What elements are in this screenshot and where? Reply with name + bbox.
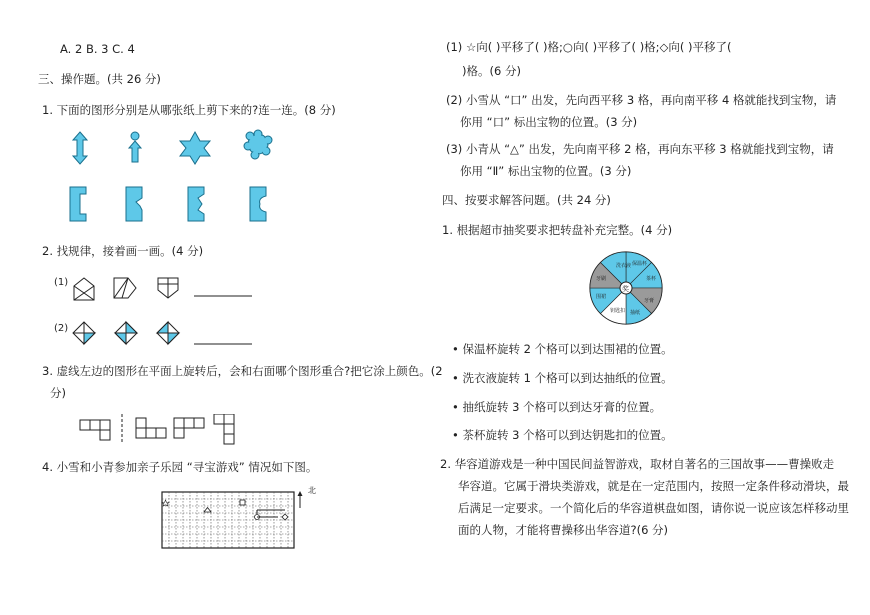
paper-piece-3	[188, 187, 204, 221]
paper-piece-4	[250, 187, 266, 221]
question-3-text-line2: 分)	[50, 386, 66, 400]
q3-option-1[interactable]	[136, 418, 166, 438]
section4-title: 四、按要求解答问题。(共 24 分)	[442, 193, 611, 207]
section3-title: 三、操作题。(共 26 分)	[38, 72, 161, 86]
q2-row2-patterns	[70, 320, 260, 350]
question-4-text: 4. 小雪和小青参加亲子乐园 “寻宝游戏” 情况如下图。	[42, 460, 318, 474]
pattern-diamond-1	[73, 322, 95, 344]
part1-line1: (1) ☆向( )平移了( )格;○向( )平移了( )格;◇向( )平移了(	[446, 40, 732, 54]
part3-line1: (3) 小青从 “△” 出发，先向南平移 2 格，再向东平移 3 格就能找到宝物，请	[446, 142, 834, 156]
q3-option-2[interactable]	[174, 418, 204, 438]
wheel-label-6: 钥匙扣	[610, 308, 626, 314]
q2-paragraph-line2: 华容道。它属于滑块类游戏，就是在一定范围内，按照一定条件移动滑块，最	[458, 479, 849, 493]
q2-row2-label: (2)	[54, 323, 69, 334]
part2-line1: (2) 小雪从 “口” 出发，先向西平移 3 格，再向南平移 4 格就能找到宝物，请	[446, 93, 837, 107]
pattern-pentagon-3	[158, 278, 178, 298]
pattern-pentagon-2	[114, 278, 136, 298]
question-2-text: 2. 找规律，接着画一画。(4 分)	[42, 244, 204, 258]
question-1-text: 1. 下面的图形分别是从哪张纸上剪下来的?连一连。(8 分)	[42, 103, 336, 117]
q2-row1-patterns	[70, 276, 260, 306]
part1-line2: )格。(6 分)	[462, 64, 521, 78]
q2-paragraph-line4: 面的人物，才能将曹操移出华容道?(6 分)	[458, 523, 669, 537]
wheel-label-1: 洗衣液	[616, 263, 632, 269]
bullet-1: • 保温杯旋转 2 个格可以到达围裙的位置。	[452, 342, 673, 356]
treasure-grid	[158, 488, 308, 550]
wheel-label-8: 牙刷	[596, 276, 607, 282]
wheel-label-5: 抽纸	[630, 310, 641, 316]
north-arrow-icon	[298, 491, 303, 508]
hexagram-star-shape	[180, 132, 210, 164]
wheel-label-4: 牙膏	[644, 298, 655, 304]
wheel-label-7: 围裙	[596, 294, 607, 300]
part3-line2: 你用 “Ⅱ” 标出宝物的位置。(3 分)	[460, 164, 632, 178]
choices-line: A. 2 B. 3 C. 4	[60, 42, 135, 56]
q2-paragraph-line3: 后满足一定要求。一个简化后的华容道棋盘如图，请你说一说应该怎样移动里	[458, 501, 849, 515]
q2-row1-label: (1)	[54, 277, 69, 288]
paper-piece-1	[70, 187, 86, 221]
bullet-2: • 洗衣液旋转 1 个格可以到达抽纸的位置。	[452, 371, 673, 385]
lottery-wheel	[588, 250, 664, 326]
paper-piece-2	[126, 187, 142, 221]
q3-option-3[interactable]	[214, 414, 234, 444]
q2-paragraph-line1: 2. 华容道游戏是一种中国民间益智游戏，取材自著名的三国故事——曹操败走	[440, 457, 835, 471]
pattern-diamond-2	[115, 322, 137, 344]
section4-question-1: 1. 根据超市抽奖要求把转盘补充完整。(4 分)	[442, 223, 673, 237]
scalloped-circle-shape	[244, 130, 272, 159]
bullet-4: • 茶杯旋转 3 个格可以到达钥匙扣的位置。	[452, 428, 673, 442]
cut-shapes-row	[60, 128, 280, 168]
wheel-label-2: 保温杯	[632, 261, 648, 267]
part2-line2: 你用 “口” 标出宝物的位置。(3 分)	[460, 115, 638, 129]
arrow-with-circle-shape	[129, 132, 141, 162]
wheel-label-3: 茶杯	[646, 276, 657, 282]
north-label: 北	[308, 486, 316, 495]
double-arrow-shape	[73, 132, 87, 164]
paper-pieces-row	[64, 184, 284, 226]
q3-source-shape	[80, 420, 110, 440]
bullet-3: • 抽纸旋转 3 个格可以到达牙膏的位置。	[452, 400, 662, 414]
wheel-center-label: 奖	[622, 285, 629, 293]
pattern-pentagon-1	[74, 278, 94, 300]
pattern-diamond-3	[157, 322, 179, 344]
question-3-text-line1: 3. 虚线左边的图形在平面上旋转后，会和右面哪个图形重合?把它涂上颜色。(2	[42, 364, 443, 378]
q3-rotation-shapes	[78, 414, 248, 446]
